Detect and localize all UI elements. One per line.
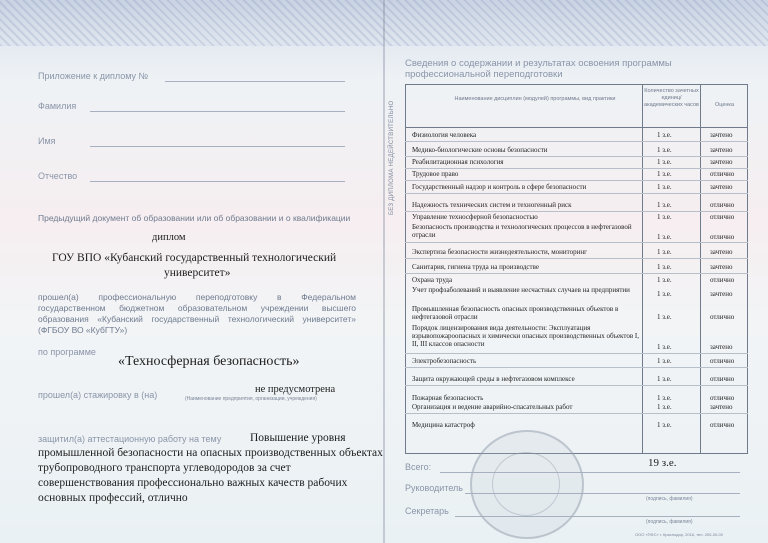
discipline-credits: 1 з.е.: [657, 290, 672, 298]
name-label: Имя: [38, 136, 56, 146]
table-col-divider-1: [642, 84, 643, 454]
discipline-grade: отлично: [710, 313, 735, 321]
discipline-name: Трудовое право: [412, 170, 459, 178]
secretary-label: Секретарь: [405, 506, 449, 516]
col-header-grade: Оценка: [714, 102, 735, 108]
discipline-credits: 1 з.е.: [657, 248, 672, 256]
name-line: [90, 146, 345, 147]
patronymic-line: [90, 181, 345, 182]
prev-doc-label: Предыдущий документ об образовании или об образовании и о квалификации: [38, 213, 351, 223]
surname-line: [90, 111, 345, 112]
patronymic-label: Отчество: [38, 171, 78, 181]
discipline-grade: зачтено: [710, 343, 733, 351]
thesis-line1: Повышение уровня: [250, 432, 346, 444]
discipline-name: Охрана труда: [412, 276, 453, 284]
discipline-credits: 1 з.е.: [657, 183, 672, 191]
discipline-name: Промышленная безопасность опасных производственных объектов в нефтегазовой отрасли: [412, 305, 619, 321]
discipline-name: Медико-биологические основы безопасности: [412, 146, 548, 154]
discipline-credits: 1 з.е.: [657, 201, 672, 209]
discipline-grade: зачтено: [710, 183, 733, 191]
discipline-grade: отлично: [710, 357, 735, 365]
discipline-credits: 1 з.е.: [657, 146, 672, 154]
discipline-credits: 1 з.е.: [657, 233, 672, 241]
discipline-credits: 1 з.е.: [657, 213, 672, 221]
discipline-credits: 1 з.е.: [657, 276, 672, 284]
discipline-name: Реабилитационная психология: [412, 158, 504, 166]
discipline-name: Электробезопасность: [412, 357, 477, 365]
thesis-line4: совершенствования профессионально важных качеств рабочих: [38, 477, 348, 489]
discipline-credits: 1 з.е.: [657, 375, 672, 383]
institution-value-line1: ГОУ ВПО «Кубанский государственный технологический: [52, 252, 337, 264]
surname-label: Фамилия: [38, 101, 77, 111]
discipline-grade: зачтено: [710, 263, 733, 271]
discipline-grade: зачтено: [710, 403, 733, 411]
col-header-name: Наименование дисциплин (модулей) программы, вид практики: [454, 96, 616, 102]
prev-doc-value: диплом: [152, 232, 186, 243]
discipline-name: Санитария, гигиена труда на производстве: [412, 263, 539, 271]
discipline-name: Защита окружающей среды в нефтегазовом комплексе: [412, 375, 575, 383]
discipline-name: Пожарная безопасность: [412, 394, 484, 402]
discipline-grade: отлично: [710, 213, 735, 221]
table-title-line1: Сведения о содержании и результатах освоения программы: [405, 58, 672, 69]
head-label: Руководитель: [405, 483, 463, 493]
discipline-credits: 1 з.е.: [657, 313, 672, 321]
discipline-name: Физиология человека: [412, 131, 477, 139]
table-col-divider-2: [700, 84, 701, 454]
discipline-name: Экспертиза безопасности жизнедеятельности, мониторинг: [412, 248, 588, 256]
discipline-name: Учет профзаболеваний и выявление несчастных случаев на предприятии: [412, 286, 630, 294]
program-label: по программе: [38, 347, 96, 357]
defended-label: защитил(а) аттестационную работу на тему: [38, 434, 222, 444]
secretary-sign-hint: (подпись, фамилия): [646, 519, 693, 525]
discipline-grade: отлично: [710, 421, 735, 429]
total-value: 19 з.е.: [648, 457, 677, 469]
discipline-name: Медицина катастроф: [412, 421, 475, 429]
discipline-credits: 1 з.е.: [657, 131, 672, 139]
thesis-line5: основных профессий, отлично: [38, 492, 188, 504]
discipline-grade: отлично: [710, 375, 735, 383]
discipline-credits: 1 з.е.: [657, 357, 672, 365]
table-title-line2: профессиональной переподготовки: [405, 69, 563, 80]
secretary-signature-line: [455, 516, 740, 517]
discipline-name: Государственный надзор и контроль в сфере безопасности: [412, 183, 587, 191]
discipline-credits: 1 з.е.: [657, 403, 672, 411]
head-signature-line: [465, 493, 740, 494]
col-header-credits: Количество зачетных единиц/ академических часов: [644, 88, 699, 108]
internship-label: прошел(а) стажировку в (на): [38, 390, 158, 400]
table-header-divider: [405, 127, 748, 128]
discipline-name: Организация и ведение аварийно-спасательных работ: [412, 403, 573, 411]
discipline-grade: отлично: [710, 201, 735, 209]
discipline-credits: 1 з.е.: [657, 158, 672, 166]
total-label: Всего:: [405, 462, 432, 472]
completed-text: прошел(а) профессиональную переподготовку в Федеральном государственном бюджетном образовательном учреждении высшего образования «Кубанский государственный технологический университет» (ФГБОУ ВО «КубГТУ»): [38, 292, 356, 335]
discipline-credits: 1 з.е.: [657, 394, 672, 402]
discipline-name: Безопасность производства и технологических процессов в нефтегазовой отрасли: [412, 223, 632, 239]
fold-line: [383, 0, 385, 543]
discipline-credits: 1 з.е.: [657, 170, 672, 178]
appendix-label: Приложение к диплому №: [38, 71, 149, 81]
total-line: [440, 472, 740, 473]
institution-value-line2: университет»: [164, 267, 231, 279]
discipline-grade: отлично: [710, 170, 735, 178]
discipline-grade: зачтено: [710, 131, 733, 139]
program-value: «Техносферная безопасность»: [118, 354, 300, 369]
internship-hint: (Наименование предприятия, организации, учреждения): [185, 396, 317, 402]
discipline-name: Порядок лицензирования вида деятельности: Эксплуатация взрывопожароопасных и химически опасных производственных объектов I, II, III классов опасности: [412, 324, 639, 348]
discipline-grade: отлично: [710, 233, 735, 241]
discipline-credits: 1 з.е.: [657, 263, 672, 271]
discipline-grade: отлично: [710, 394, 735, 402]
discipline-grade: зачтено: [710, 290, 733, 298]
discipline-grade: зачтено: [710, 146, 733, 154]
official-seal-inner-ring: [492, 452, 560, 516]
thesis-line3: трубопроводного транспорта углеводородов за счет: [38, 462, 291, 474]
discipline-name: Управление техносферной безопасностью: [412, 213, 538, 221]
discipline-name: Надежность технических систем и техногенный риск: [412, 201, 572, 209]
discipline-credits: 1 з.е.: [657, 421, 672, 429]
side-note: БЕЗ ДИПЛОМА НЕДЕЙСТВИТЕЛЬНО: [389, 100, 395, 215]
discipline-grade: зачтено: [710, 248, 733, 256]
discipline-grade: отлично: [710, 276, 735, 284]
discipline-grade: зачтено: [710, 158, 733, 166]
appendix-number-line: [165, 81, 345, 82]
internship-value: не предусмотрена: [255, 384, 336, 395]
thesis-line2: промышленной безопасности на опасных производственных объектах: [38, 447, 383, 459]
printer-imprint: ООО «ПФС» г. Краснодар, 2016, тел. 200-00-00: [635, 532, 723, 537]
discipline-credits: 1 з.е.: [657, 343, 672, 351]
head-sign-hint: (подпись, фамилия): [646, 496, 693, 502]
